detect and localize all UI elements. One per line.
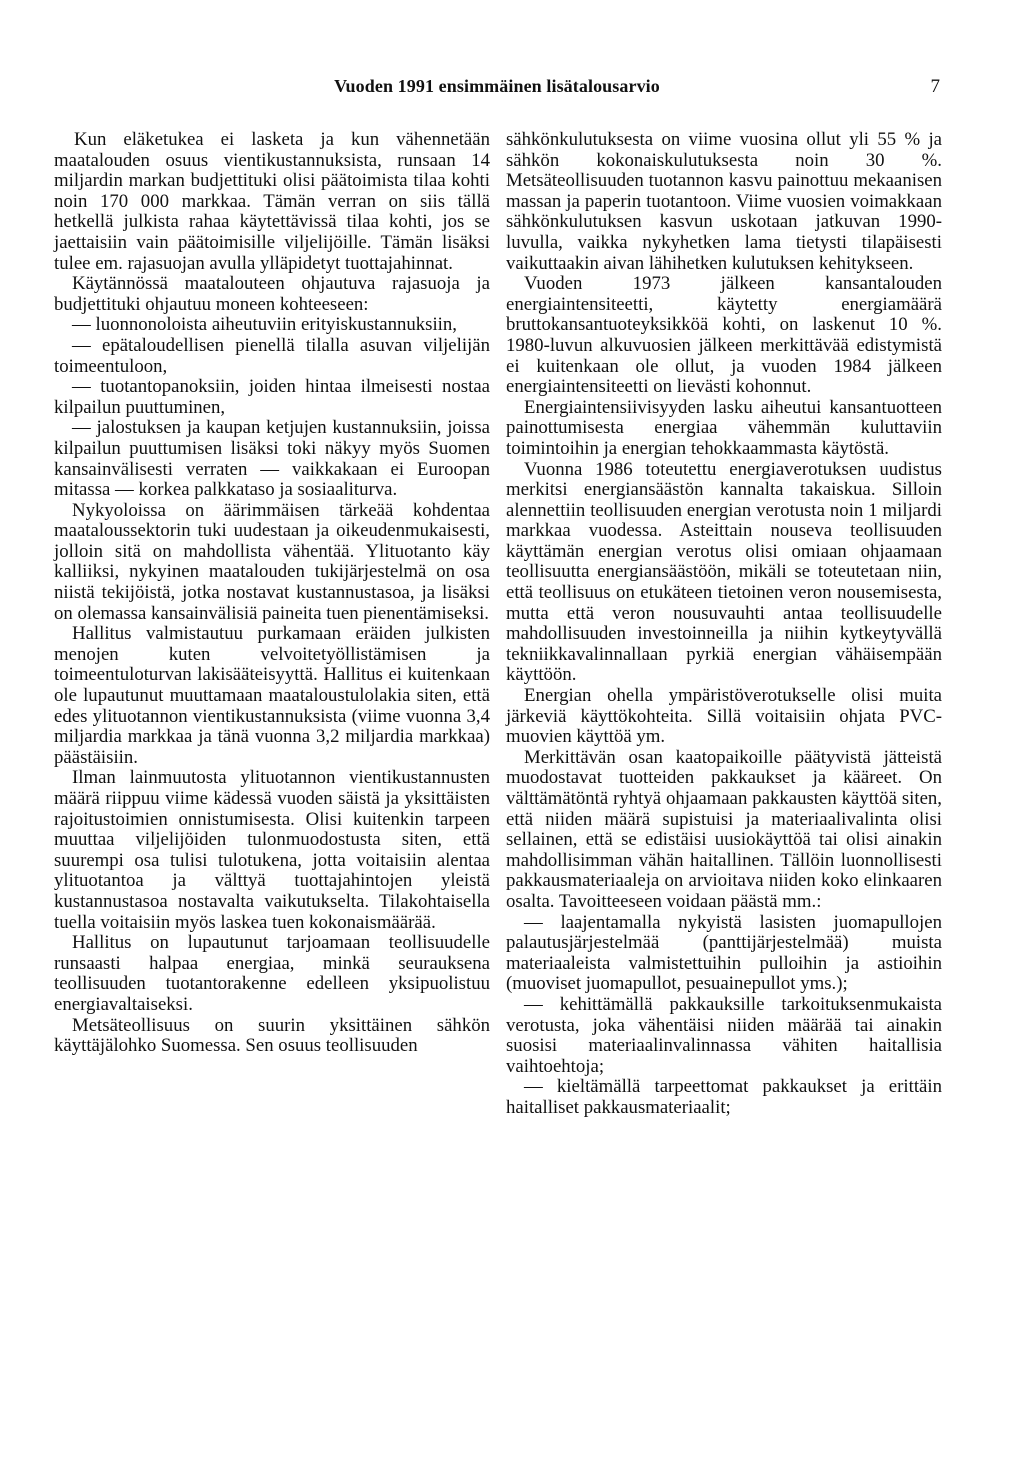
list-item-processing-costs: — jalostuksen ja kaupan ketjujen kustannuksiin, joissa kilpailun puuttumisen lisäksi toki näkyy myös Suomen kansainvälisesti verraten — vaikkakaan ei Euroopan mitassa — korkea palkkataso ja sosiaaliturva.	[54, 417, 490, 501]
list-item-production-inputs: — tuotantopanoksiin, joiden hintaa ilmeisesti nostaa kilpailun puuttuminen,	[54, 376, 490, 418]
paragraph-cheap-energy: Hallitus on lupautunut tarjoamaan teollisuudelle runsaasti halpaa energiaa, minkä seurauksena teollisuuden tuotantorakenne edelleen yksipuolistuu energiavaltaiseksi.	[54, 932, 490, 1015]
paragraph-energy-tax-reform: Vuonna 1986 toteutettu energiaverotuksen uudistus merkitsi energiansäästön kannalta takaiskua. Silloin alennettiin teollisuuden energian verotusta noin 1 miljardi markkaa vuodessa. Asteittain nouseva teollisuuden käyttämän energian verotus olisi omiaan ohjaamaan teollisuutta energiansäästöön, mikäli se toteutetaan niin, että teollisuus on etukäteen tietoinen veron nousemisesta, mutta että veron nousuvauhti antaa teollisuudelle mahdollisuuden investoinneilla ja niihin kytkeytyvällä tekniikkavalinnallaan pyrkiä energian vähäisempään käyttöön.	[506, 458, 942, 686]
page-number: 7	[930, 76, 940, 97]
left-column	[54, 130, 490, 1057]
list-item-natural-conditions: — luonnonoloista aiheutuviin erityiskustannuksiin,	[72, 314, 457, 336]
paragraph-energy-intensity: Vuoden 1973 jälkeen kansantalouden energiaintensiteetti, käytetty energiamäärä bruttokansantuoteyksikköä kohti, on laskenut 10 %. 1980-luvun alkuvuosien jälkeen merkittävää edistymistä ei kuitenkaan ole ollut, ja vuoden 1984 jälkeen energiaintensiteetti on lievästi kohonnut.	[506, 273, 942, 398]
paragraph-support-targets-intro: Käytännössä maatalouteen ohjautuva rajasuoja ja budjettituki ohjautuu moneen kohteeseen:	[54, 273, 490, 315]
paragraph-intensity-decline: Energiaintensiivisyyden lasku aiheutui kansantuotteen painottumisesta energiaa vähemmän kuluttaviin toimintoihin ja energian tehokkaammasta käytöstä.	[506, 396, 942, 459]
list-item-packaging-tax: — kehittämällä pakkauksille tarkoituksenmukaista verotusta, joka vähentäisi niiden määrää tai ainakin suosisi materiaalinvalinnassa vähiten haitallisia vaihtoehtoja;	[506, 993, 942, 1077]
paragraph-packaging-waste: Merkittävän osan kaatopaikoille päätyvistä jätteistä muodostavat tuotteiden pakkaukset ja kääreet. On välttämätöntä ryhtyä ohjaamaan pakkausten käyttöä siten, että niiden määrä supistuisi ja materiaalivalinta olisi sellainen, että se edistäisi uusiokäyttöä tai olisi ainakin mahdollisimman vähän haitallinen. Tällöin luonnollisesti pakkausmateriaaleja on arvioitava niiden koko elinkaaren osalta. Tavoitteeseen voidaan päästä mm.:	[506, 746, 942, 912]
paragraph-government-spending: Hallitus valmistautuu purkamaan eräiden julkisten menojen kuten velvoitetyöllistämisen ja toimeentuloturvan lakisääteisyyttä. Hallitus ei kuitenkaan ole lupautunut muuttamaan maataloustulolakia siten, että edes ylituotannon vientikustannuksista (viime vuonna 3,4 miljardia markkaa ja tänä vuonna 3,2 miljardia markkaa) päästäisiin.	[54, 623, 490, 768]
list-item-deposit-system: — laajentamalla nykyistä lasisten juomapullojen palautusjärjestelmää (panttijärjestelmää) muista materiaaleista valmistettuihin pulloihin ja astioihin (muoviset juomapullot, pesuainepullot yms.);	[506, 911, 942, 995]
paragraph-environmental-tax: Energian ohella ympäristöverotukselle olisi muita järkeviä käyttökohteita. Sillä voitaisiin ohjata PVC-muovien käyttöä ym.	[506, 685, 942, 748]
paragraph-export-costs: Ilman lainmuutosta ylituotannon vientikustannusten määrä riippuu viime kädessä vuoden säistä ja yksittäisten rajoitustoimien onnistumisesta. Olisi kuitenkin tarpeen muuttaa viljelijöiden tulonmuodostusta siten, että suurempi osa tulisi tulotukena, jotta voitaisiin alentaa ylituotantoa ja välttyä tuottajahintojen yleistä kustannustasoa nostavalta vaikutukselta. Tilakohtaisella tuella voitaisiin myös laskea tuen kokonaismäärää.	[54, 767, 490, 933]
list-item-ban-packaging: — kieltämällä tarpeettomat pakkaukset ja erittäin haitalliset pakkausmateriaalit;	[506, 1076, 942, 1118]
paragraph-pension-support: Kun eläketukea ei lasketa ja kun vähennetään maatalouden osuus vientikustannuksista, runsaan 14 miljardin markan budjettituki olisi päätoimista tilaa kohti noin 170 000 markkaa. Tämän verran on siis tällä hetkellä julkista rahaa käytettävissä tilaa kohti, jos se jaettaisiin vain päätoimisille viljelijöille. Tämän lisäksi tulee em. rajasuojan avulla ylläpidetyt tuottajahinnat.	[54, 129, 490, 274]
running-header	[54, 76, 940, 100]
paragraph-forest-industry: Metsäteollisuus on suurin yksittäinen sähkön käyttäjälohko Suomessa. Sen osuus teollisuuden	[54, 1014, 490, 1057]
right-column	[506, 130, 942, 1119]
paragraph-electricity-consumption: sähkönkulutuksesta on viime vuosina ollut yli 55 % ja sähkön kokonaiskulutuksesta noin 30 %. Metsäteollisuuden tuotannon kasvu painottuu mekaanisen massan ja paperin tuotantoon. Viime vuosien voimakkaan sähkönkulutuksen kasvun uskotaan jatkuvan 1990-luvulla, vaikka nykyhetken lama tietysti tilapäisesti vaikuttaakin aivan lähihetken kulutuksen kehitykseen.	[506, 129, 942, 274]
running-title: Vuoden 1991 ensimmäinen lisätalousarvio	[334, 76, 660, 96]
list-item-small-farm-income: — epätaloudellisen pienellä tilalla asuvan viljelijän toimeentuloon,	[54, 334, 490, 377]
paragraph-reallocate-support: Nykyoloissa on äärimmäisen tärkeää kohdentaa maataloussektorin tuki uudestaan ja oikeudenmukaisesti, jolloin sitä on mahdollista vähentää. Ylituotanto käy kalliiksi, nykyinen maatalouden tukijärjestelmä on osa niistä tekijöistä, jotka nostavat kustannustasoa, ja lisäksi on olemassa kansainvälisiä paineita tuen pienentämiseksi.	[54, 499, 490, 624]
